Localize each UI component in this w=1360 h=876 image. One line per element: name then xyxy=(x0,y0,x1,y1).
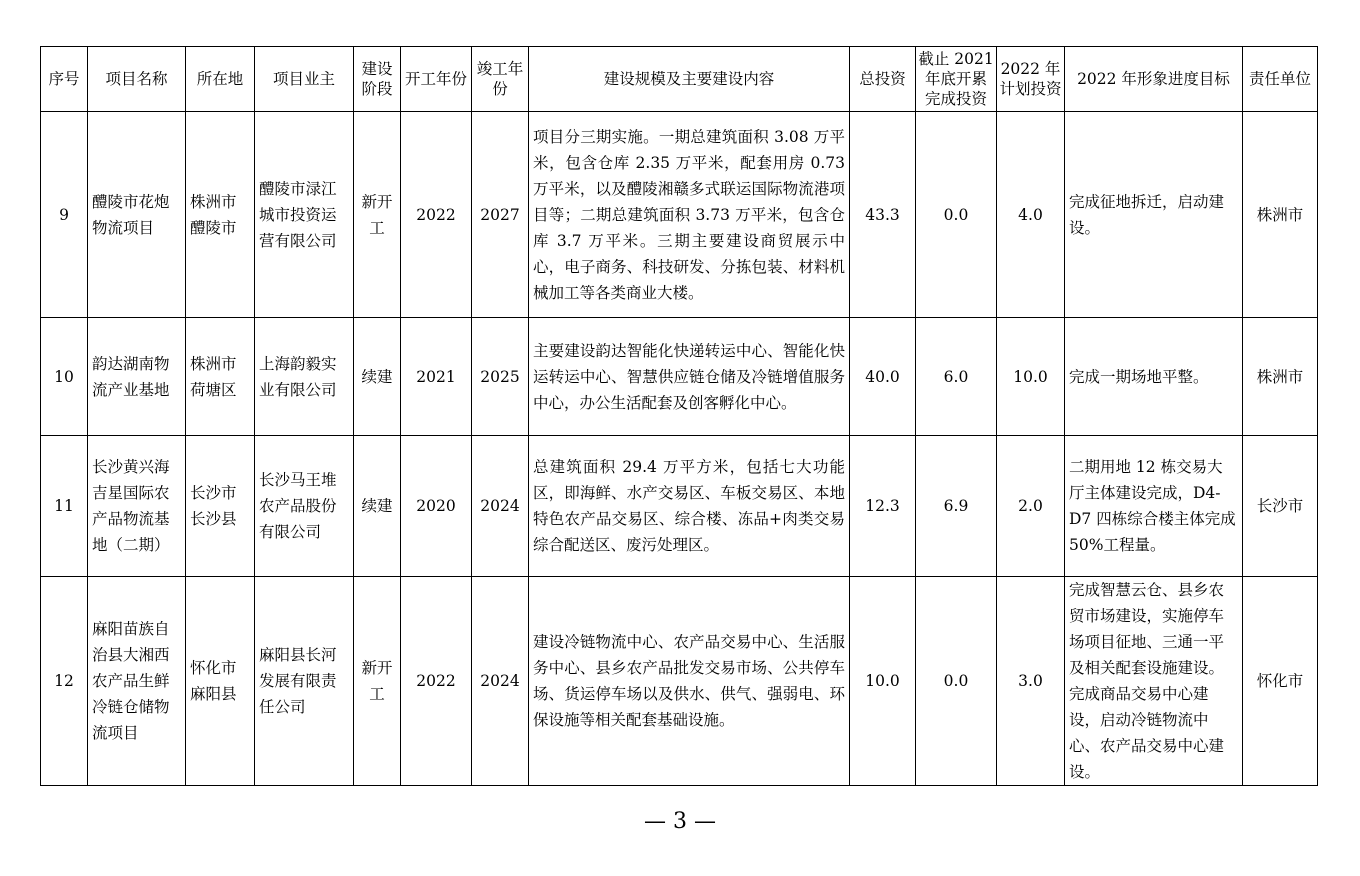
table-row xyxy=(41,112,1318,318)
cell-owner: 麻阳县长河发展有限责任公司 xyxy=(255,577,354,786)
cell-no: 9 xyxy=(41,112,88,318)
table-row xyxy=(41,318,1318,436)
cell-project-name: 韵达湖南物流产业基地 xyxy=(88,318,186,436)
cell-end-year: 2027 xyxy=(472,112,529,318)
col-header-content: 建设规模及主要建设内容 xyxy=(529,47,850,112)
cell-progress-goal: 完成智慧云仓、县乡农贸市场建设，实施停车场项目征地、三通一平及相关配套设施建设。完成商品交易中心建设，启动冷链物流中心、农产品交易中心建设。 xyxy=(1065,577,1243,786)
cell-total-investment: 10.0 xyxy=(850,577,916,786)
cell-content: 建设冷链物流中心、农产品交易中心、生活服务中心、县乡农产品批发交易市场、公共停车场、货运停车场以及供水、供气、强弱电、环保设施等相关配套基础设施。 xyxy=(529,577,850,786)
cell-project-name: 麻阳苗族自治县大湘西农产品生鲜冷链仓储物流项目 xyxy=(88,577,186,786)
cell-start-year: 2022 xyxy=(401,577,472,786)
col-header-planned-investment: 2022 年计划投资 xyxy=(997,47,1065,112)
cell-planned-investment: 4.0 xyxy=(997,112,1065,318)
cell-owner: 长沙马王堆农产品股份有限公司 xyxy=(255,436,354,577)
cell-content: 主要建设韵达智能化快递转运中心、智能化快运转运中心、智慧供应链仓储及冷链增值服务中心，办公生活配套及创客孵化中心。 xyxy=(529,318,850,436)
cell-no: 12 xyxy=(41,577,88,786)
cell-start-year: 2021 xyxy=(401,318,472,436)
table-header-row xyxy=(41,47,1318,112)
col-header-start-year: 开工年份 xyxy=(401,47,472,112)
cell-responsible-unit: 长沙市 xyxy=(1243,436,1318,577)
cell-project-name: 醴陵市花炮物流项目 xyxy=(88,112,186,318)
project-table xyxy=(40,46,1318,786)
cell-responsible-unit: 株洲市 xyxy=(1243,318,1318,436)
cell-stage: 新开工 xyxy=(354,577,401,786)
cell-owner: 上海韵毅实业有限公司 xyxy=(255,318,354,436)
cell-start-year: 2022 xyxy=(401,112,472,318)
cell-stage: 续建 xyxy=(354,318,401,436)
cell-project-name: 长沙黄兴海吉星国际农产品物流基地（二期） xyxy=(88,436,186,577)
table-row xyxy=(41,577,1318,786)
cell-location: 长沙市长沙县 xyxy=(186,436,255,577)
cell-content: 总建筑面积 29.4 万平方米，包括七大功能区，即海鲜、水产交易区、车板交易区、本地特色农产品交易区、综合楼、冻品+肉类交易综合配送区、废污处理区。 xyxy=(529,436,850,577)
cell-completed-investment: 6.0 xyxy=(916,318,997,436)
cell-location: 株洲市荷塘区 xyxy=(186,318,255,436)
cell-end-year: 2024 xyxy=(472,577,529,786)
cell-stage: 续建 xyxy=(354,436,401,577)
cell-location: 株洲市醴陵市 xyxy=(186,112,255,318)
col-header-owner: 项目业主 xyxy=(255,47,354,112)
cell-responsible-unit: 株洲市 xyxy=(1243,112,1318,318)
cell-no: 10 xyxy=(41,318,88,436)
cell-planned-investment: 2.0 xyxy=(997,436,1065,577)
col-header-stage: 建设阶段 xyxy=(354,47,401,112)
col-header-no: 序号 xyxy=(41,47,88,112)
cell-content: 项目分三期实施。一期总建筑面积 3.08 万平米，包含仓库 2.35 万平米，配套用房 0.73 万平米，以及醴陵湘赣多式联运国际物流港项目等；二期总建筑面积 3.73 万平米，包含仓库 3.7 万平米。三期主要建设商贸展示中心，电子商务、科技研发、分拣包装、材料机械加工等各类商业大楼。 xyxy=(529,112,850,318)
cell-completed-investment: 6.9 xyxy=(916,436,997,577)
cell-responsible-unit: 怀化市 xyxy=(1243,577,1318,786)
page-number: — 3 — xyxy=(644,809,716,834)
cell-progress-goal: 完成征地拆迁，启动建设。 xyxy=(1065,112,1243,318)
col-header-completed-investment: 截止 2021 年底开累完成投资 xyxy=(916,47,997,112)
table-row xyxy=(41,436,1318,577)
cell-progress-goal: 完成一期场地平整。 xyxy=(1065,318,1243,436)
cell-no: 11 xyxy=(41,436,88,577)
cell-completed-investment: 0.0 xyxy=(916,112,997,318)
cell-total-investment: 40.0 xyxy=(850,318,916,436)
cell-planned-investment: 3.0 xyxy=(997,577,1065,786)
cell-total-investment: 43.3 xyxy=(850,112,916,318)
cell-owner: 醴陵市渌江城市投资运营有限公司 xyxy=(255,112,354,318)
cell-completed-investment: 0.0 xyxy=(916,577,997,786)
cell-end-year: 2025 xyxy=(472,318,529,436)
col-header-responsible-unit: 责任单位 xyxy=(1243,47,1318,112)
col-header-end-year: 竣工年份 xyxy=(472,47,529,112)
col-header-total-investment: 总投资 xyxy=(850,47,916,112)
cell-total-investment: 12.3 xyxy=(850,436,916,577)
col-header-progress-goal: 2022 年形象进度目标 xyxy=(1065,47,1243,112)
col-header-location: 所在地 xyxy=(186,47,255,112)
cell-location: 怀化市麻阳县 xyxy=(186,577,255,786)
cell-progress-goal: 二期用地 12 栋交易大厅主体建设完成，D4-D7 四栋综合楼主体完成 50%工程量。 xyxy=(1065,436,1243,577)
cell-planned-investment: 10.0 xyxy=(997,318,1065,436)
cell-stage: 新开工 xyxy=(354,112,401,318)
col-header-name: 项目名称 xyxy=(88,47,186,112)
cell-end-year: 2024 xyxy=(472,436,529,577)
cell-start-year: 2020 xyxy=(401,436,472,577)
